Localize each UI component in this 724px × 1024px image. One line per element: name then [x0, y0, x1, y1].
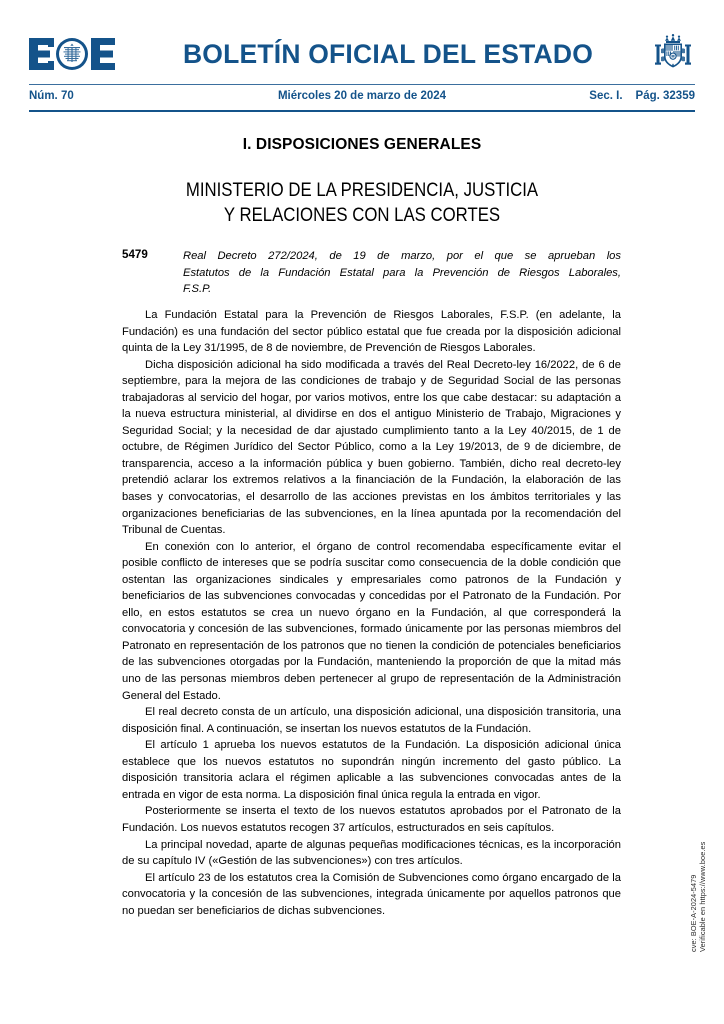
issue-number: Núm. 70 — [29, 90, 74, 102]
article-number: 5479 — [122, 248, 148, 261]
article-header — [122, 248, 621, 298]
body-paragraph: El artículo 23 de los estatutos crea la Comisión de Subvenciones como órgano encargado de la convocatoria y la concesión de las subvenciones, integrada únicamente por aquellos patronos que no puedan ser beneficiarios de dichas subvenciones. — [122, 871, 621, 917]
section-heading: I. DISPOSICIONES GENERALES — [242, 136, 482, 153]
verification-note — [690, 752, 712, 952]
body-paragraph: El real decreto consta de un artículo, una disposición adicional, una disposición transitoria, una disposición final. A continuación, se insertan los nuevos estatutos de la Fundación. — [122, 706, 621, 735]
masthead-rule-bottom — [29, 110, 695, 112]
ministry-heading-line-1: MINISTERIO DE LA PRESIDENCIA, JUSTICIA — [185, 179, 539, 201]
section-page-group — [589, 90, 695, 102]
masthead — [29, 30, 695, 78]
article-title-line-3: F.S.P. — [183, 283, 212, 296]
body-paragraph: El artículo 1 aprueba los nuevos estatutos de la Fundación. La disposición adicional única establece que los nuevos estatutos no supondrán ningún incremento del gasto público. La disposición transitoria aclara el régimen aplicable a las subvenciones convocadas antes de la entrada en vigor de esta norma. La disposición final única regula la entrada en vigor. — [122, 739, 621, 801]
page-number: Pág. 32359 — [635, 90, 695, 102]
article-title — [183, 248, 621, 298]
verification-url: Verificable en https://www.boe.es — [698, 841, 707, 952]
section-label: Sec. I. — [589, 90, 623, 102]
masthead-rule-top — [29, 84, 695, 85]
body-paragraph: Dicha disposición adicional ha sido modificada a través del Real Decreto-ley 16/2022, de 6 de septiembre, para la mejora de las condiciones de trabajo y de Seguridad Social de las personas trabajadoras al servicio del hogar, por varios motivos, entre los que cabe destacar: su adaptación a la nueva estructura ministerial, al dividirse en dos el antiguo Ministerio de Trabajo, Migraciones y Seguridad Social; y la necesidad de dar ajustado cumplimiento tanto a la Ley 40/2015, de 1 de octubre, de Régimen Jurídico del Sector Público, como a la Ley 19/2013, de 9 de diciembre, de transparencia, acceso a la información pública y buen gobierno. También, dicho real decreto-ley pretendió aclarar los extremos relativos a la financiación de la Fundación, la elaboración de las bases y convocatorias, el desarrollo de las acciones previstas en los ámbitos territoriales y las organizaciones beneficiarias de las subvenciones, en la línea apuntada por la recomendación del Tribunal de Cuentas. — [122, 358, 621, 537]
boe-logo-icon — [29, 36, 125, 72]
ministry-heading-line-2: Y RELACIONES CON LAS CORTES — [223, 204, 501, 226]
ministry-heading — [76, 178, 649, 228]
info-bar — [29, 88, 695, 108]
body-paragraph: La Fundación Estatal para la Prevención de Riesgos Laborales, F.S.P. (en adelante, la Fundación) es una fundación del sector público estatal que fue creada por la disposición adicional quinta de la Ley 31/1995, de 8 de noviembre, de Prevención de Riesgos Laborales. — [122, 309, 621, 355]
article-title-line-2: Estatutos de la Fundación Estatal para la Prevención de Riesgos Laborales, — [183, 266, 621, 279]
cve-identifier: cve: BOE-A-2024-5479 — [689, 874, 698, 952]
body-paragraph: Posteriormente se inserta el texto de los nuevos estatutos aprobados por el Patronato de la Fundación. Los nuevos estatutos recogen 37 artículos, estructurados en seis capítulos. — [122, 805, 621, 834]
spain-coat-of-arms-icon — [651, 32, 695, 76]
article-body — [122, 307, 621, 919]
masthead-title: BOLETÍN OFICIAL DEL ESTADO — [182, 38, 594, 69]
body-paragraph: La principal novedad, aparte de algunas pequeñas modificaciones técnicas, es la incorporación de su capítulo IV («Gestión de las subvenciones») con tres artículos. — [122, 838, 621, 868]
body-paragraph: En conexión con lo anterior, el órgano de control recomendaba específicamente evitar el posible conflicto de intereses que se podría suscitar como consecuencia de la doble condición que ostentan las organizaciones sindicales y empresariales como patronos de la Fundación y beneficiarios de las subvenciones convocadas y concedidas por el Patronato de la Fundación. Por ello, en estos estatutos se crea un nuevo órgano en la Fundación, al que corresponderá la convocatoria y concesión de las subvenciones, formado únicamente por las personas miembros del Patronato en representación de los patronos que no tienen la condición de potenciales beneficiarios de las subvenciones otorgadas por la Fundación, manteniendo la proporción de que la mitad más uno de las personas miembros deben pertenecer al grupo de representación de la Administración General del Estado. — [122, 540, 621, 702]
article-title-line-1: Real Decreto 272/2024, de 19 de marzo, por el que se aprueban los — [183, 250, 621, 262]
issue-date: Miércoles 20 de marzo de 2024 — [277, 90, 447, 102]
